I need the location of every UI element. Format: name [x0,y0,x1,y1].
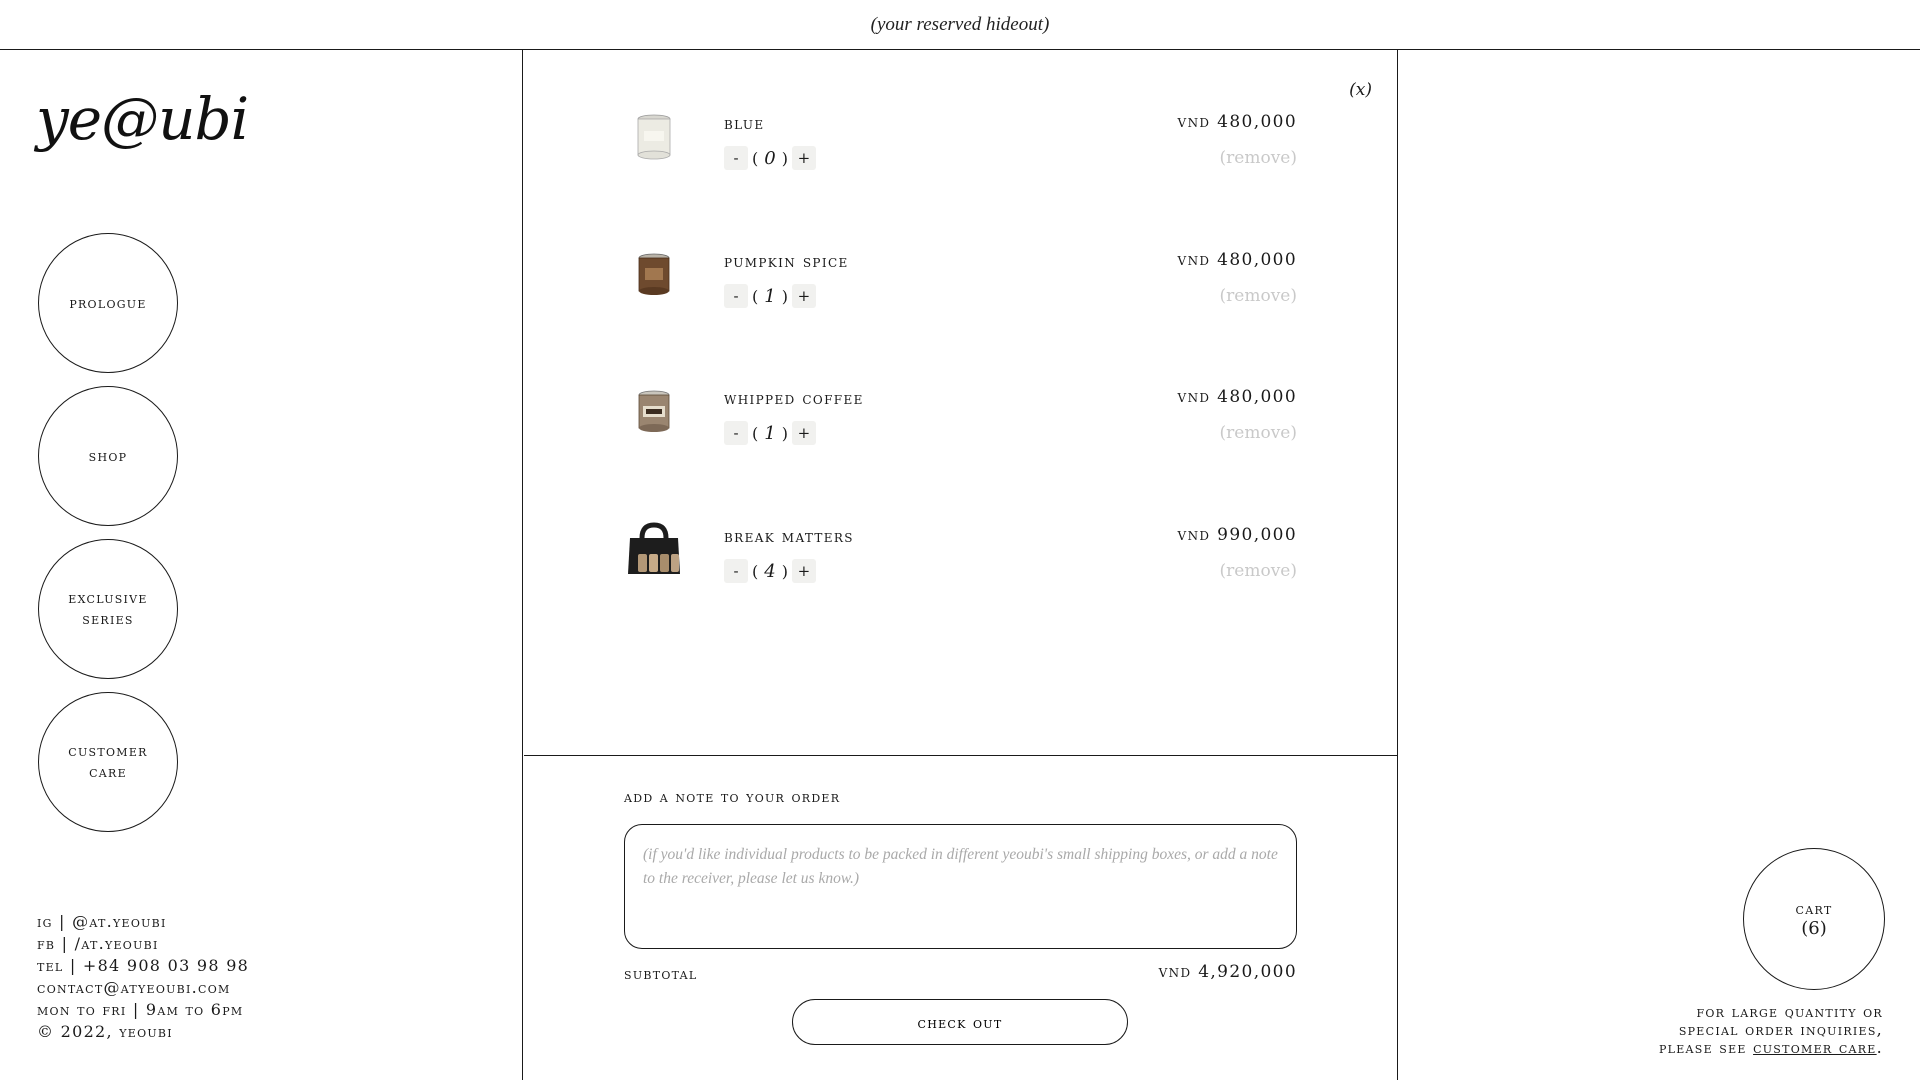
nav-exclusive-series[interactable] [38,539,178,679]
brand-logo[interactable]: ye@ubi [36,85,249,153]
instagram-link[interactable]: ig | @at.yeoubi [37,912,167,931]
checkout-button[interactable]: check out [792,999,1128,1045]
nav-customer-care-label: customer care [68,741,148,781]
right-sidebar [1397,50,1920,1080]
quantity-value: 0 [764,147,776,169]
cart-label: cart [1795,899,1833,918]
copyright: © 2022, yeoubi [37,1022,173,1041]
cart-panel [524,50,1397,756]
increase-quantity-button[interactable]: + [792,284,816,308]
qty-open-paren: ( [752,286,759,306]
order-note-field[interactable] [624,824,1297,949]
item-name: whipped coffee [724,389,864,409]
inquiry-line-3 [1659,1039,1883,1057]
email-link[interactable]: contact@atyeoubi.com [37,978,231,997]
decrease-quantity-button[interactable]: - [724,284,748,308]
inquiry-line-1: for large quantity or [1696,1002,1883,1021]
nav-prologue[interactable] [38,233,178,373]
remove-item-button[interactable]: (remove) [1219,286,1297,306]
quantity-stepper [724,421,816,445]
cart-count: (6) [1801,918,1827,939]
nav-shop[interactable] [38,386,178,526]
item-price: vnd 990,000 [1177,525,1297,545]
increase-quantity-button[interactable]: + [792,421,816,445]
opening-hours: mon to fri | 9am to 6pm [37,1000,244,1019]
item-name: blue [724,114,765,134]
subtotal-label: subtotal [624,964,698,983]
white-candle-tin-icon [624,106,684,168]
qty-close-paren: ) [781,286,788,306]
gift-box-set-icon [624,519,684,581]
item-price: vnd 480,000 [1177,387,1297,407]
item-price: vnd 480,000 [1177,250,1297,270]
banner-text: (your reserved hideout) [870,13,1050,35]
decrease-quantity-button[interactable]: - [724,421,748,445]
quantity-value: 1 [764,422,776,444]
top-banner [0,0,1920,50]
cart-item [524,519,1397,619]
order-summary-panel [524,757,1397,1080]
qty-open-paren: ( [752,148,759,168]
customer-care-link[interactable]: customer care [1753,1038,1877,1057]
close-cart-button[interactable]: (x) [1349,80,1372,100]
quantity-stepper [724,284,816,308]
quantity-value: 4 [764,560,776,582]
quantity-stepper [724,146,816,170]
left-sidebar [0,50,523,1080]
phone-number[interactable]: tel | +84 908 03 98 98 [37,956,250,975]
facebook-link[interactable]: fb | /at.yeoubi [37,934,159,953]
item-price: vnd 480,000 [1177,112,1297,132]
qty-open-paren: ( [752,561,759,581]
remove-item-button[interactable]: (remove) [1219,423,1297,443]
increase-quantity-button[interactable]: + [792,146,816,170]
item-name: break matters [724,527,854,547]
inquiry-line-2: special order inquiries, [1678,1020,1883,1039]
remove-item-button[interactable]: (remove) [1219,561,1297,581]
nav-customer-care[interactable] [38,692,178,832]
coffee-candle-tin-icon [624,381,684,443]
quantity-value: 1 [764,285,776,307]
qty-close-paren: ) [781,561,788,581]
quantity-stepper [724,559,816,583]
note-label: add a note to your order [624,787,841,806]
qty-open-paren: ( [752,423,759,443]
inquiry-note [1659,1003,1883,1057]
inquiry-suffix: . [1876,1038,1883,1057]
nav-prologue-label: prologue [69,292,147,312]
qty-close-paren: ) [781,148,788,168]
increase-quantity-button[interactable]: + [792,559,816,583]
subtotal-value: vnd 4,920,000 [1158,962,1297,982]
inquiry-line-3-prefix: please see [1658,1038,1754,1057]
decrease-quantity-button[interactable]: - [724,559,748,583]
item-name: pumpkin spice [724,252,849,272]
qty-close-paren: ) [781,423,788,443]
remove-item-button[interactable]: (remove) [1219,148,1297,168]
cart-item [524,244,1397,344]
contact-info [37,911,249,1043]
nav-shop-label: shop [88,445,128,465]
decrease-quantity-button[interactable]: - [724,146,748,170]
brown-candle-tin-icon [624,244,684,306]
cart-button[interactable] [1743,848,1885,990]
nav-exclusive-series-label: exclusive series [68,588,148,628]
cart-item [524,381,1397,481]
cart-item [524,106,1397,206]
